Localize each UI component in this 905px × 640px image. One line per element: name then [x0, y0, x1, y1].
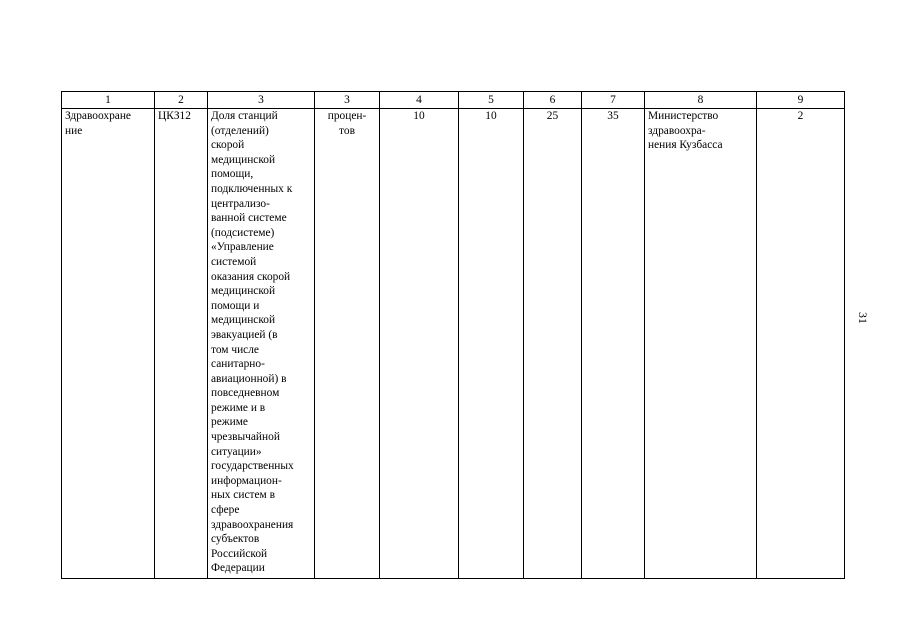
value-cell: 2: [757, 109, 845, 579]
indicator-name-cell: Доля станций (отделений) скорой медицинской помощи, подключенных к централизо- ванной системе (подсистеме) «Управление системой оказания скорой медицинской помощи и медицинской эвакуацией (в том числе санитарно- авиационной) в повседневном режиме и в режиме чрезвычайной ситуации» государственных информацион- ных систем в сфере здравоохранения субъектов Российской Федерации: [208, 109, 315, 579]
column-number-header: 7: [582, 92, 645, 109]
value-cell: 10: [459, 109, 524, 579]
column-number-header: 2: [155, 92, 208, 109]
column-number-header: 3: [315, 92, 380, 109]
column-number-header: 8: [645, 92, 757, 109]
header-row: [62, 92, 845, 109]
unit-cell: процен- тов: [315, 109, 380, 579]
value-cell: 10: [380, 109, 459, 579]
table-row: [62, 109, 845, 579]
page-number: 31: [856, 312, 870, 324]
value-cell: 25: [524, 109, 582, 579]
indicator-code-cell: ЦКЗ12: [155, 109, 208, 579]
responsible-body-cell: Министерство здравоохра- нения Кузбасса: [645, 109, 757, 579]
column-number-header: 5: [459, 92, 524, 109]
sector-cell: Здравоохране ние: [62, 109, 155, 579]
value-cell: 35: [582, 109, 645, 579]
column-number-header: 1: [62, 92, 155, 109]
indicator-table: [61, 91, 845, 579]
column-number-header: 3: [208, 92, 315, 109]
column-number-header: 6: [524, 92, 582, 109]
column-number-header: 4: [380, 92, 459, 109]
column-number-header: 9: [757, 92, 845, 109]
